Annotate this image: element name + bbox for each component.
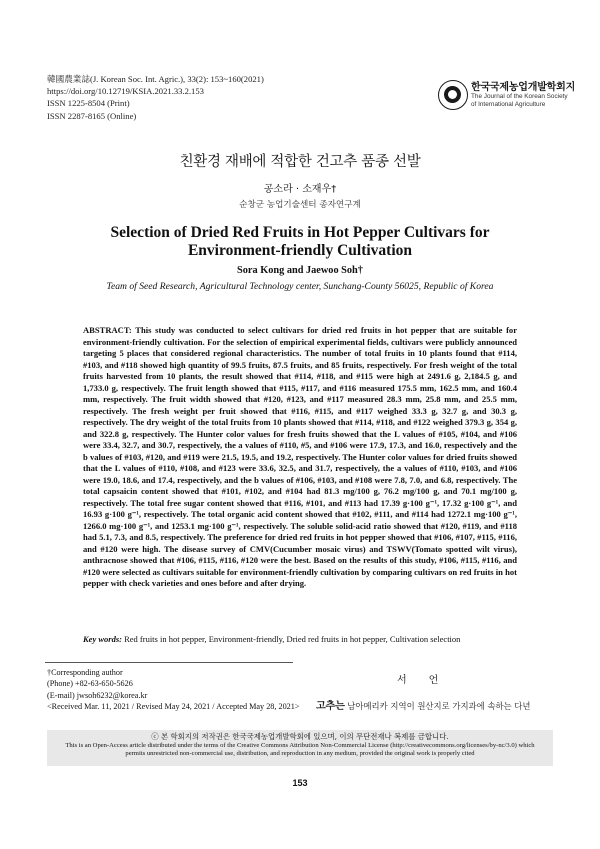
- intro-text: 남아메리카 지역이 원산지로 가지과에 속하는 다년: [344, 701, 531, 711]
- corresponding-email[interactable]: (E-mail) jwsoh6232@korea.kr: [47, 690, 148, 700]
- title-english-line1: Selection of Dried Red Fruits in Hot Pepper Cultivars for: [110, 224, 490, 241]
- keywords-list: Red fruits in hot pepper, Environment-friendly, Dried red fruits in hot pepper, Cultivation selection: [124, 634, 461, 644]
- title-english: [0, 224, 600, 259]
- corresponding-author: [47, 667, 299, 712]
- authors-english: Sora Kong and Jaewoo Soh†: [237, 265, 363, 276]
- authors-korean: 공소라 · 소재우†: [263, 184, 337, 195]
- license-box: [47, 730, 553, 766]
- affiliation-korean: 순창군 농업기술센터 종자연구계: [239, 200, 361, 210]
- journal-logo: [438, 78, 576, 118]
- citation-block: [47, 73, 264, 122]
- corresponding-phone: (Phone) +82-63-650-5626: [47, 679, 133, 689]
- abstract: ABSTRACT: This study was conducted to select cultivars for dried red fruits in hot pepper that are suitable for environment-friendly cultivation. For the selection of empirical experimental fields, cultivars were publicly announced targeting 5 places that considered regional characteristics. The number of total fruits in 10 plants found that #114, #103, and #118 showed high quantity of 99.5 fruits, 87.5 fruits, and 85 fruits, respectively. For fresh weight of the total fruits harvested from 10 plants, the result showed that #114, #118, and #115 were high at 2491.6 g, 2,184.5 g, and 1,733.0 g, respectively. The fruit length showed that #115, #117, and #116 measured 175.5 mm, 162.5 mm, and 160.4 mm, respectively. The fruit width showed that #120, #123, and #117 measured 28.3 mm, 25.8 mm, and 25.5 mm, respectively. The fresh weight per fruit showed that #116, #115, and #117 weighed 33.3 g, 32.7 g, and 30.3 g, respectively. The dry weight of the total fruits from 10 plants showed that #114, #118, and #122 weighed 379.3 g, 354 g, and 322.8 g, respectively. The Hunter color values for fresh fruits showed that the L values of #105, #104, and #106 were 33.4, 32.7, and 30.7, respectively, the a values of #110, #5, and #106 were 17.9, 17.3, and 16.0, respectively and the b values of #103, #120, and #119 were 21.5, 19.5, and 19.2, respectively. The Hunter color values for dried fruits showed that the L values of #110, #108, and #123 were 33.6, 32.5, and 31.7, respectively, the a values of #110, #103, and #106 were 19.0, 18.6, and 17.4, respectively, and the b values of #106, #103, and #108 were 7.8, 7.0, and 6.8, respectively. The total capsaicin content showed that #101, #102, and #104 had 81.3 mg/100 g, 76.2 mg/100 g, and 70.1 mg/100 g, respectively. The total free sugar content showed that #116, #101, and #113 had 17.39 g·100 g⁻¹, 17.32 g·100 g⁻¹, and 16.93 g·100 g⁻¹, respectively. The total organic acid content showed that #102, #111, and #114 had 1272.1 mg·100 g⁻¹, 1266.0 mg·100 g⁻¹, and 1253.1 mg·100 g⁻¹, respectively. The soluble solid-acid ratio showed that #120, #119, and #118 had 5.1, 7.3, and 8.5, respectively. The preference for dried red fruits in hot pepper showed that #106, #107, #115, #116, and #120 were high. The disease survey of CMV(Cucumber mosaic virus) and TSWV(Tomato spotted wilt virus), anthracnose showed that #106, #115, #116, #120 were the best. Based on the results of this study, #106, #115, #116, and #120 were selected as cultivars suitable for environment-friendly cultivation by comparing cultivars on red fruits in hot pepper with check varieties and ones before and after drying.: [83, 325, 517, 589]
- logo-name-en-line1: The Journal of the Korean Society: [471, 93, 568, 100]
- section-heading-char1: 서: [397, 675, 407, 686]
- logo-name-ko: 한국국제농업개발학회지: [471, 82, 576, 93]
- issn-print: ISSN 1225-8504 (Print): [47, 98, 130, 109]
- section-heading-introduction: [397, 671, 438, 686]
- page-number: 153: [292, 778, 308, 788]
- issn-online: ISSN 2287-8165 (Online): [47, 110, 137, 121]
- section-heading-char2: 언: [428, 675, 439, 686]
- keywords: [83, 634, 523, 644]
- license-english-line1: This is an Open-Access article distributed under the terms of the Creative Commons Attribution Non-Commercial License (http://creativecommons.org/licenses/by-nc/3.0) which: [65, 741, 535, 749]
- title-korean: 친환경 재배에 적합한 건고추 품종 선발: [179, 154, 421, 170]
- license-english-line2: permits unrestricted non-commercial use, distribution, and reproduction in any medium, provided the original work is properly cited: [125, 750, 475, 758]
- received-dates: <Received Mar. 11, 2021 / Revised May 24, 2021 / Accepted May 28, 2021>: [47, 701, 300, 711]
- footnote-divider: [45, 662, 293, 663]
- title-english-line2: Environment-friendly Cultivation: [187, 241, 413, 259]
- corresponding-label: †Corresponding author: [47, 668, 123, 677]
- intro-bold-word: 고추는: [316, 701, 345, 712]
- affiliation-english: Team of Seed Research, Agricultural Technology center, Sunchang-County 56025, Republic of Korea: [106, 281, 494, 292]
- logo-name-en-line2: of International Agriculture: [471, 101, 546, 108]
- keywords-label: Key words:: [83, 634, 122, 644]
- journal-line: 韓國農業誌(J. Korean Soc. Int. Agric.), 33(2): 153~160(2021): [47, 74, 264, 84]
- logo-name-en: [471, 93, 568, 109]
- license-korean: ⓒ 본 학회지의 저작권은 한국국제농업개발학회에 있으며, 이의 무단전재나 복제를 금합니다.: [151, 732, 449, 741]
- society-emblem-icon: [438, 80, 468, 110]
- intro-paragraph: [316, 697, 531, 712]
- doi-link[interactable]: https://doi.org/10.12719/KSIA.2021.33.2.153: [47, 86, 204, 97]
